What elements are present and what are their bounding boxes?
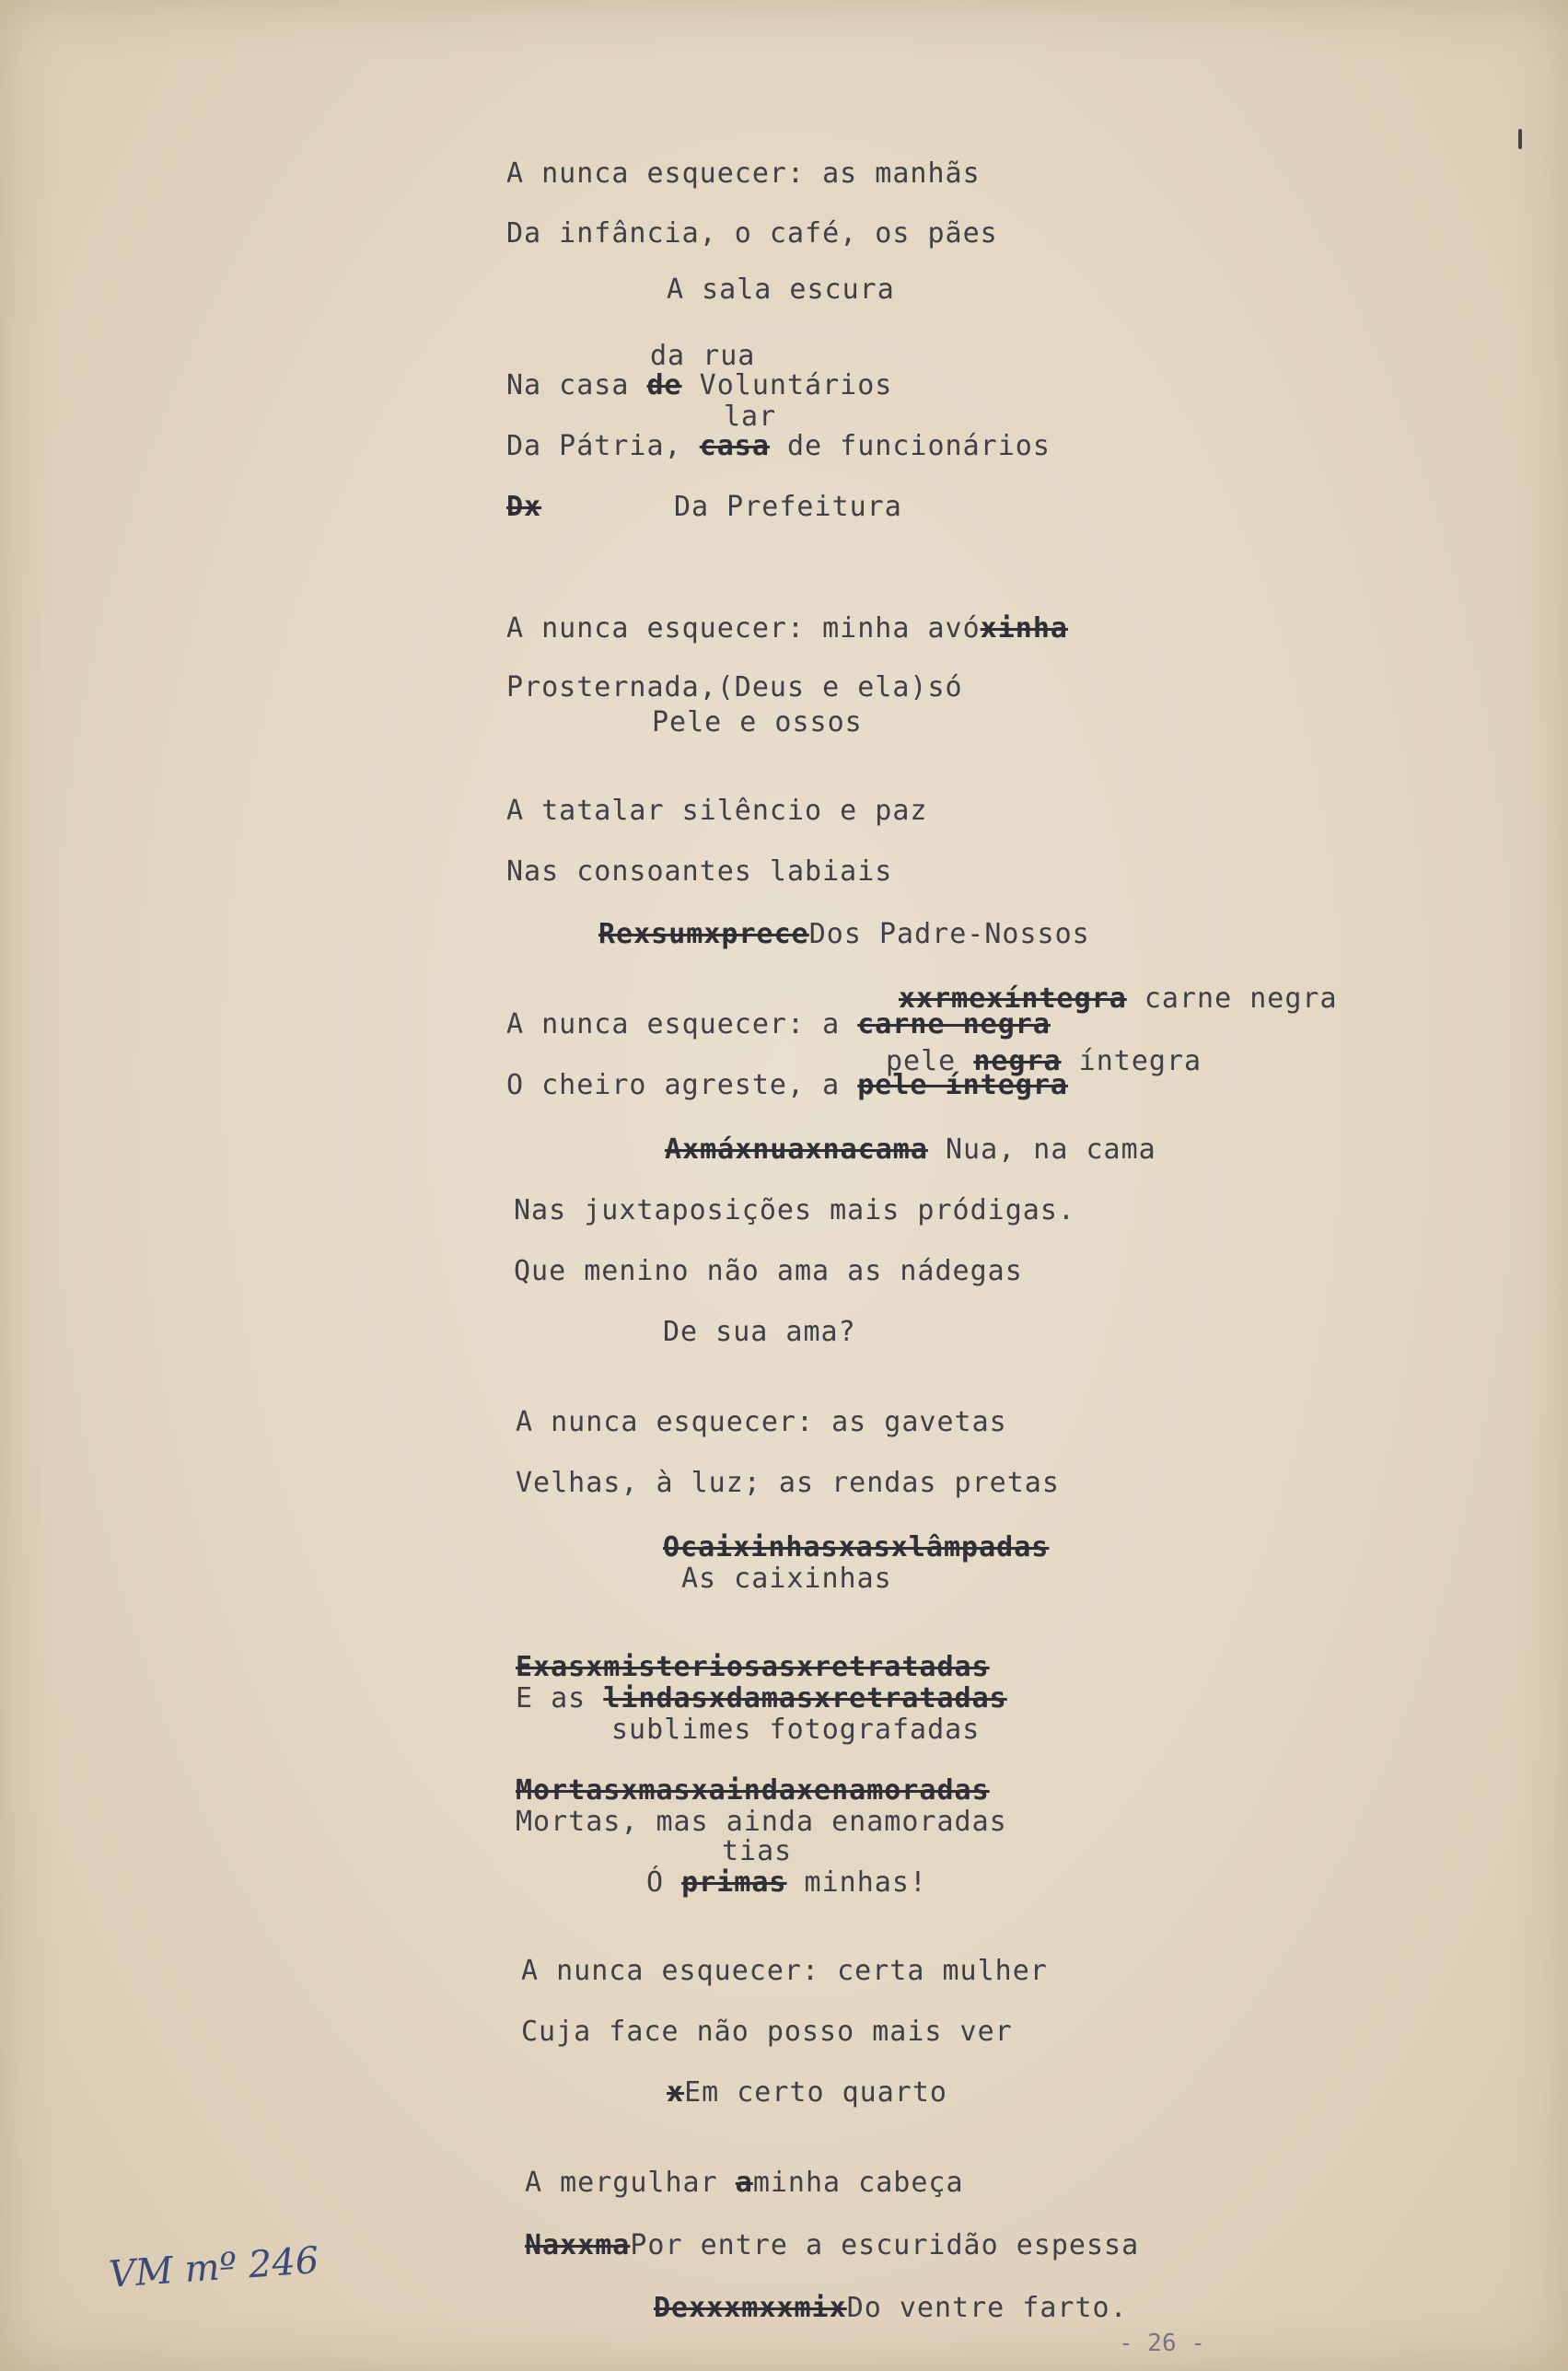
text-line: A nunca esquecer: minha avóxinha [506,612,1068,645]
text-line: Da Prefeitura [674,491,902,523]
text-line [663,1531,1050,1563]
text-line: A nunca esquecer: a carne negra [506,1008,1051,1040]
struck-text: Ocaixinhasxasxlâmpadas [663,1531,1050,1563]
text-line: da rua [650,340,756,372]
text-line: xEm certo quarto [667,2076,947,2109]
text-line: NaxxmaPor entre a escuridão espessa [525,2229,1140,2261]
text-line: Ó primas minhas! [646,1866,927,1899]
text-line: Cuja face não posso mais ver [521,2016,1013,2048]
struck-text: pele íntegra [857,1069,1068,1101]
text-line [516,1651,990,1683]
struck-text: primas [681,1866,787,1899]
ink-mark [1518,129,1522,149]
handwritten-archive-note: VM mº 246 [107,2239,320,2296]
text-line: Mortas, mas ainda enamoradas [516,1806,1007,1838]
text-line: A nunca esquecer: as manhãs [506,157,981,190]
struck-text: Dx [506,491,542,523]
struck-text: de [646,369,682,401]
text-line: As caixinhas [681,1563,892,1595]
struck-text: Axmáxnuaxnacama [665,1133,928,1166]
text-line: lar [724,401,777,433]
text-line: Pele e ossos [652,706,863,738]
struck-text: Rexsumxprece [598,918,809,950]
text-line: Na casa de Voluntários [506,369,893,401]
struck-text: casa [699,430,770,462]
text-line: E as lindasxdamasxretratadas [516,1682,1007,1714]
text-line: O cheiro agreste, a pele íntegra [506,1069,1068,1101]
text-line: Prosternada,(Deus e ela)só [506,671,963,703]
text-line: pele negra íntegra [886,1045,1202,1077]
text-line: DexxxmxxmixDo ventre farto. [654,2292,1128,2324]
struck-text: lindasxdamasxretratadas [603,1682,1007,1714]
struck-text: Exasxmisteriosasxretratadas [516,1651,990,1683]
struck-text: Mortasxmasxaindaxenamoradas [516,1774,990,1807]
text-line: A nunca esquecer: as gavetas [516,1406,1007,1438]
text-line: RexsumxpreceDos Padre-Nossos [598,918,1090,950]
page-number: - 26 - [1119,2330,1205,2357]
text-line: Axmáxnuaxnacama Nua, na cama [665,1133,1156,1166]
struck-text: a [735,2167,753,2199]
text-line: De sua ama? [663,1316,856,1348]
text-line: Nas juxtaposições mais pródigas. [514,1194,1075,1226]
text-line: A nunca esquecer: certa mulher [521,1955,1048,1987]
text-line: A mergulhar aminha cabeça [525,2167,964,2199]
struck-text: carne negra [857,1008,1051,1040]
text-line: Que menino não ama as nádegas [514,1255,1023,1287]
text-line: tias [722,1835,793,1867]
text-line: A sala escura [667,273,895,306]
text-line: Nas consoantes labiais [506,855,893,888]
struck-text: Naxxma [525,2229,631,2261]
text-line: xxrmexíntegra carne negra [899,982,1338,1015]
struck-text: xxrmexíntegra [899,982,1127,1015]
struck-text: xinha [980,612,1068,645]
struck-text: negra [973,1045,1062,1077]
text-line: sublimes fotografadas [611,1714,981,1746]
text-line: Velhas, à luz; as rendas pretas [516,1467,1060,1499]
text-line: A tatalar silêncio e paz [506,795,928,827]
struck-text: x [667,2076,685,2109]
text-line [516,1774,990,1807]
text-line [506,491,542,523]
text-line: Da infância, o café, os pães [506,217,998,250]
struck-text: Dexxxmxxmix [654,2292,847,2324]
text-line: Da Pátria, casa de funcionários [506,430,1051,462]
